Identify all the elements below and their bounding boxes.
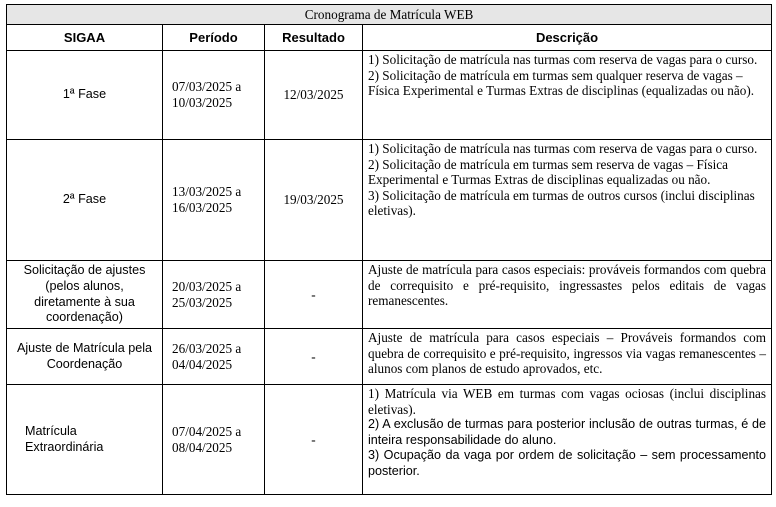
- result-cell: 19/03/2025: [265, 140, 363, 261]
- period-end: 04/04/2025: [172, 356, 233, 372]
- schedule-container: [6, 4, 772, 495]
- header-row: [7, 25, 772, 51]
- description-item: 2) Solicitação de matrícula em turmas sem reserva de vagas – Física Experimental e Turmas Extras de disciplinas equalizadas ou não.: [368, 156, 728, 188]
- table-row: [7, 51, 772, 140]
- period-end: 25/03/2025: [172, 294, 233, 310]
- period-start: 07/04/2025 a: [172, 423, 242, 439]
- period-end: 10/03/2025: [172, 95, 233, 110]
- period-cell: [163, 140, 265, 261]
- description-item: Ajuste de matrícula para casos especiais – Prováveis formandos com quebra de correquisito e pré-requisito, ingressos via vagas remanescentes – alunos com planos de estudo aprovados, etc.: [368, 330, 767, 377]
- description-cell: [363, 140, 772, 261]
- description-item: 1) Solicitação de matrícula nas turmas com reserva de vagas para o curso.: [368, 52, 758, 67]
- phase-cell: Ajuste de Matrícula pela Coordenação: [7, 329, 163, 385]
- enrollment-schedule-table: [6, 4, 772, 495]
- description-item: 1) Matrícula via WEB em turmas com vagas ociosas (inclui disciplinas eletivas).: [368, 386, 767, 417]
- description-cell: [363, 329, 772, 385]
- header-sigaa: SIGAA: [7, 25, 163, 51]
- description-item: 3) Solicitação de matrícula em turmas de outros cursos (inclui disciplinas eletivas).: [368, 187, 755, 219]
- header-periodo: Período: [163, 25, 265, 51]
- period-cell: [163, 329, 265, 385]
- description-item: 1) Solicitação de matrícula nas turmas com reserva de vagas para o curso.: [368, 141, 758, 156]
- header-resultado: Resultado: [265, 25, 363, 51]
- description-cell: [363, 385, 772, 495]
- result-cell: -: [265, 385, 363, 495]
- description-cell: [363, 261, 772, 329]
- period-cell: [163, 51, 265, 140]
- description-item: 2) Solicitação de matrícula em turmas sem qualquer reserva de vagas – Física Experimental e Turmas Extras de disciplinas (equalizadas ou não).: [368, 67, 755, 99]
- result-cell: -: [265, 329, 363, 385]
- result-cell: 12/03/2025: [265, 51, 363, 140]
- period-start: 26/03/2025 a: [172, 340, 242, 356]
- period-cell: [163, 261, 265, 329]
- period-end: 08/04/2025: [172, 439, 233, 455]
- table-row: [7, 261, 772, 329]
- phase-cell: 1ª Fase: [7, 51, 163, 140]
- header-descricao: Descrição: [363, 25, 772, 51]
- title-row: [7, 5, 772, 25]
- table-row: [7, 385, 772, 495]
- phase-cell: Matrícula Extraordinária: [7, 385, 163, 495]
- description-cell: [363, 51, 772, 140]
- description-item: Ajuste de matrícula para casos especiais: prováveis formandos com quebra de correquisito e pré-requisito, ingressastes pelos editais de vagas remanescentes.: [368, 262, 767, 309]
- period-start: 13/03/2025 a: [172, 184, 242, 200]
- period-start: 20/03/2025 a: [172, 278, 242, 294]
- description-item: 3) Ocupação da vaga por ordem de solicitação – sem processamento posterior.: [368, 448, 767, 478]
- table-title: Cronograma de Matrícula WEB: [7, 5, 772, 25]
- period-start: 07/03/2025 a: [172, 79, 242, 95]
- period-end: 16/03/2025: [172, 200, 233, 215]
- table-row: [7, 140, 772, 261]
- phase-cell: 2ª Fase: [7, 140, 163, 261]
- table-row: [7, 329, 772, 385]
- result-cell: -: [265, 261, 363, 329]
- period-cell: [163, 385, 265, 495]
- phase-cell: Solicitação de ajustes (pelos alunos, diretamente à sua coordenação): [7, 261, 163, 329]
- description-item: 2) A exclusão de turmas para posterior inclusão de outras turmas, é de inteira responsabilidade do aluno.: [368, 417, 767, 447]
